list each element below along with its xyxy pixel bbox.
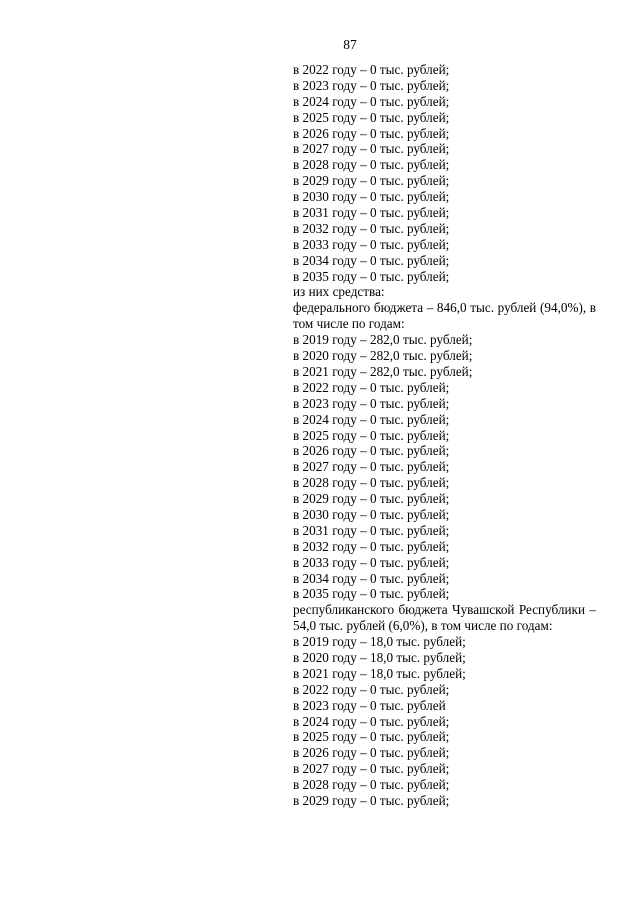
year-line: в 2022 году – 0 тыс. рублей; [293,379,450,395]
year-line: в 2023 году – 0 тыс. рублей; [293,395,450,411]
republic-budget-paragraph: республиканского бюджета Чувашской Республики – 54,0 тыс. рублей (6,0%), в том числе по годам: [293,602,596,634]
year-line: в 2026 году – 0 тыс. рублей; [293,745,450,761]
year-line: в 2027 году – 0 тыс. рублей; [293,459,450,475]
year-line: в 2024 году – 0 тыс. рублей; [293,411,450,427]
year-line: в 2029 году – 0 тыс. рублей; [293,793,450,809]
year-line: в 2024 году – 0 тыс. рублей; [293,713,450,729]
year-line: в 2023 году – 0 тыс. рублей; [293,77,450,93]
year-line: в 2028 году – 0 тыс. рублей; [293,777,450,793]
year-line: в 2024 году – 0 тыс. рублей; [293,93,450,109]
year-line: в 2034 году – 0 тыс. рублей; [293,252,450,268]
year-line: в 2026 году – 0 тыс. рублей; [293,443,450,459]
year-line: в 2031 году – 0 тыс. рублей; [293,205,450,221]
year-line: в 2019 году – 18,0 тыс. рублей; [293,634,466,650]
intro-label: из них средства: [293,284,385,300]
year-line: в 2020 году – 18,0 тыс. рублей; [293,650,466,666]
year-line: в 2032 году – 0 тыс. рублей; [293,220,450,236]
year-line: в 2022 году – 0 тыс. рублей; [293,681,450,697]
year-line: в 2030 году – 0 тыс. рублей; [293,506,450,522]
year-line: в 2025 году – 0 тыс. рублей; [293,109,450,125]
year-line: в 2032 году – 0 тыс. рублей; [293,538,450,554]
year-line: в 2033 году – 0 тыс. рублей; [293,554,450,570]
year-line: в 2025 году – 0 тыс. рублей; [293,729,450,745]
year-list-republic [293,634,596,809]
year-list-total [293,62,596,284]
year-line: в 2026 году – 0 тыс. рублей; [293,125,450,141]
year-line: в 2023 году – 0 тыс. рублей [293,697,446,713]
year-list-federal [293,332,596,602]
year-line: в 2020 году – 282,0 тыс. рублей; [293,348,473,364]
year-line: в 2035 году – 0 тыс. рублей; [293,268,450,284]
federal-budget-paragraph: федерального бюджета – 846,0 тыс. рублей (94,0%), в том числе по годам: [293,300,596,332]
year-line: в 2028 году – 0 тыс. рублей; [293,157,450,173]
year-line: в 2030 году – 0 тыс. рублей; [293,189,450,205]
year-line: в 2019 году – 282,0 тыс. рублей; [293,332,473,348]
year-line: в 2029 году – 0 тыс. рублей; [293,491,450,507]
page-number: 87 [343,37,357,52]
year-line: в 2028 году – 0 тыс. рублей; [293,475,450,491]
year-line: в 2031 году – 0 тыс. рублей; [293,522,450,538]
year-line: в 2027 году – 0 тыс. рублей; [293,141,450,157]
year-line: в 2025 году – 0 тыс. рублей; [293,427,450,443]
year-line: в 2035 году – 0 тыс. рублей; [293,586,450,602]
year-line: в 2027 году – 0 тыс. рублей; [293,761,450,777]
year-line: в 2021 году – 18,0 тыс. рублей; [293,665,466,681]
year-line: в 2034 году – 0 тыс. рублей; [293,570,450,586]
year-line: в 2021 году – 282,0 тыс. рублей; [293,363,473,379]
year-line: в 2033 году – 0 тыс. рублей; [293,236,450,252]
year-line: в 2022 году – 0 тыс. рублей; [293,62,450,77]
document-body [293,62,596,809]
year-line: в 2029 году – 0 тыс. рублей; [293,173,450,189]
